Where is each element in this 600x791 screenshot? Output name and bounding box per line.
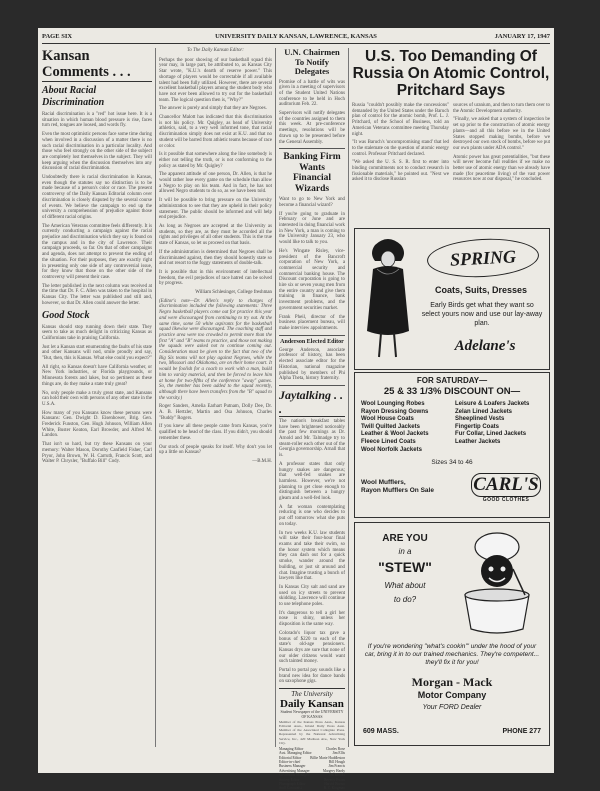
good-stock-continued [159, 404, 272, 456]
ad-spring-title: SPRING [426, 236, 540, 280]
ad-item: Rayon Dressing Gowns [361, 408, 429, 415]
lead-story-left [352, 103, 449, 186]
ad-carls-extra [361, 479, 451, 495]
staff-role: Circulation Manager [279, 773, 309, 778]
editorial-body-discrimination [42, 112, 152, 307]
ad-item: Fur Collar, Lined Jackets [455, 431, 527, 438]
staff-role: Business Manager [279, 764, 306, 769]
editorial-body-good-stock [42, 325, 152, 465]
header-rule [42, 43, 550, 44]
editorial-paragraph: Kansas should stop running down their state. They seem to take as much delight in criticizing Kansas as Californians take in praising California. [42, 324, 152, 341]
ad-carls [354, 372, 550, 518]
ad-stew-line2: in a [398, 547, 412, 556]
column-divider [348, 48, 349, 747]
lead-paragraph: sources of uranium, and then to turn them over to the Atomic Development authority. [453, 103, 550, 114]
staff-row [279, 786, 345, 790]
letter-paragraph: If the administration is determined that Negroes shall be discriminated against, then they should honestly state so and not resort to the foggy statements of double-talk. [159, 249, 272, 267]
staff-name: Beverly Evans [323, 777, 345, 782]
column-editorials [42, 48, 152, 468]
lead-paragraph: "We asked the U. S. S. R. first to enter into binding commitments not to conduct research in fissionable materials," he pointed out. "Next we asked it to disclose Russian [352, 160, 449, 183]
lead-paragraph: Russia "couldn't possibly make the concessions" demanded by the United States under the Baruch plan of control for the atomic bomb, Prof. L. J. Pritchard, of the School of Business, told an American Veterans committee meeting Thursday night. [352, 103, 449, 137]
ad-morgan-address: 609 MASS. [363, 728, 399, 735]
letter-signature: William Schlesinger, College freshman [195, 290, 272, 296]
lead-story-right [453, 103, 550, 186]
staff-name: Jim Ellis [332, 751, 345, 756]
ad-carls-extra-line1: Wool Mufflers, [361, 479, 406, 486]
ad-item: Wool Lounging Robes [361, 401, 425, 407]
ad-carls-head-a: FOR SATURDAY— [416, 376, 488, 385]
ad-stew-body: If you're wondering "what's cookin'" under the hood of your car, bring it in to our trained mechanics. They're competent... they'll fix it for you! [364, 643, 540, 666]
staff-name: Margery Hardy [322, 768, 345, 773]
newspaper-page [38, 28, 554, 791]
column-divider [155, 48, 156, 747]
header-masthead: UNIVERSITY DAILY KANSAN, LAWRENCE, KANSAS [215, 33, 377, 40]
headline-banking-firm: Banking Firm Wants Financial Wizards [283, 152, 341, 194]
ad-item: Sheeplined Vests [455, 416, 505, 423]
jaytalking-paragraph: In two weeks K.U. law students will take their four-hour final exams and take their swim, so the honor system which means they can dash out for a quick smoke, wander around the building, or just sit around and chat. Imagine trusting a bunch of lawyers like that. [279, 530, 345, 582]
letter-paragraph: As long as Negroes are accepted at the University as students, so they are, as they must be accorded all the rights and privileges of all other students. This is the true state of Kansas, so let us proceed on that basis. [159, 223, 272, 247]
story-paragraph: Want to go to New York and become a financial wizard? [279, 197, 345, 208]
editorial-paragraph: How many of you Kansans know these persons were Kansans: Gen. Dwight D. Eisenhower, Brig. Gen. Frederick Funston, Gen. Hugh Johnson, William Allen White, Buster Keaton, Earl Browder, and Alfred M. Landon. [42, 410, 152, 439]
staff-role: Photograph Editor [279, 781, 306, 786]
masthead-info: Member of the Kansas Press Assn., Kansas Editorial Assn., Inland Daily Press Assn. Member of the Associated Collegiate Press. Represented by the National Advertising Service, Inc., 420 Madison Ave., New York City. [279, 720, 345, 745]
ad-item: Twill Quilted Jackets [361, 423, 420, 430]
ad-carls-brand-sub: GOOD CLOTHES [482, 497, 530, 503]
staff-name: Harold Brown [324, 781, 345, 786]
ad-adelanes-brand: Adelane's [454, 338, 516, 354]
editorial-paragraph: If you knew all these people came from Kansas, you're qualified to be head of the class. If you didn't, you should remember these. [159, 424, 272, 441]
masthead-sub: Student Newspaper of the UNIVERSITY OF KANSAS [280, 710, 344, 719]
editorial-paragraph: Our stock of people speaks for itself. Why don't you let up a little on Kansas? [159, 444, 272, 456]
jaytalking-paragraph: A fat woman contemplating reducing is one who decides to put off tomorrow what she puts on today. [279, 504, 345, 527]
editorial-paragraph: Undoubtedly there is racial discrimination in Kansas, even though the statutes say no distinction is to be made because of a person's color or race. The present controversy of the Daily Kansan Editorial column over discrimination is closely disputed by the several course of events. We believe the campaign to end up the university a comprehension of prejudice against those of different racial origins. [42, 175, 152, 220]
staff-name: R. T. Kingman [323, 786, 345, 791]
staff-name: Jim Brooks [328, 773, 345, 778]
editorial-column-title: Kansan Comments . . . [42, 48, 152, 82]
ad-item: Leather & Wool Jackets [361, 431, 429, 438]
header-date: JANUARY 17, 1947 [494, 33, 550, 40]
jaytalking-paragraph: Colorado's liquor tax gave a bonus of $220 to each of the state's old-age pensioners. Kansas drys are sure that none of our older citizens would want such tainted money. [279, 630, 345, 665]
ad-spring-line2: Early Birds get what they want so select yours now and use our lay-away plan. [421, 302, 543, 327]
story-paragraph: He's Wingate Risley, vice-president of the Bancroft corporation of New York, a commercial security and commercial banking house. The Discount corporation is going to hire six or seven young men from the entire country and give them training in finance, bank investment problems, and the government securities market. [279, 248, 346, 311]
staff-box [279, 747, 345, 791]
ad-carls-list-right [455, 401, 545, 447]
ad-spring-line1: Coats, Suits, Dresses [434, 285, 528, 295]
story-anderson-elected [279, 348, 345, 382]
letter-paragraph: It will be possible to bring pressure on the University administration to see that they are upheld in their policy statement. The public should be informed and will help end prejudice. [159, 198, 272, 221]
ad-item: Leather Jackets [455, 438, 501, 445]
editorial-paragraph: The letter published in the next column was received at the time that Dr. F. C. Allen was taken to the hospital in Kansas City. The letter was published and still and, however, so that Dr. Allen could answer the letter. [42, 283, 152, 306]
ad-carls-list-left [361, 401, 453, 454]
masthead-small: The University [291, 690, 333, 699]
staff-role: Society Editor [279, 777, 300, 782]
ad-carls-sizes: Sizes 34 to 46 [431, 459, 473, 466]
letter-paragraph: The apparent attitude of one person, Dr. Allen, is that he would rather lose every game on the schedule than allow a Negro to play on his team. And in fact, he has not allowed Negro students to do so, as we have been told. [159, 172, 272, 195]
ad-stew-line5: to do? [393, 595, 417, 604]
ad-item: Fleece Lined Coats [361, 438, 416, 445]
ad-adelanes [354, 228, 550, 370]
editorial-title-good-stock: Good Stock [42, 309, 90, 321]
letter-paragraph: Chancellor Malott has indicated that this discrimination is not his policy. Mr. Quigley, as head of University athletics, said, to a very well informed tone, that racial discrimination simply does not exist at K.U. and that no student will be barred from athletic teams because of race or color. [159, 115, 272, 149]
ad-item: Leisure & Loafers Jackets [455, 401, 530, 407]
jaytalking-paragraph: A professor states that only hungry snakes are dangerous; that well-fed snakes are harmless. However, we're not planning to get close enough to distinguish between a hungry gleam and a well-fed look. [279, 461, 345, 502]
ad-morgan-brand-b: Motor Company [417, 690, 487, 700]
ad-morgan-mack [354, 522, 550, 746]
ad-item: Wool House Coats [361, 416, 414, 423]
staff-name: Jim Francis [328, 764, 345, 769]
lead-paragraph: "It was Baruch's 'uncompromising stand' that led to the stalemate on the question of atomic energy control. Professor Pritchard declared. [352, 140, 449, 157]
ad-item: Fingertip Coats [455, 423, 500, 430]
ad-item: Zelan Lined Jackets [455, 408, 513, 415]
story-banking-firm [279, 197, 345, 331]
jaytalking-paragraph: The nation's breakfast tables have been brightened noticeably the past few mornings as Dr. Arnold and Mr. Talmadge try to steam-roller each other out of the Georgia governorship. Arnall that is. [279, 418, 345, 459]
staff-role: Asst. Managing Editor [279, 751, 312, 756]
lead-paragraph: Atomic power has great potentialities, "but these will never become full realities if we make no better use of atomic energy than we already have made (for peacetime living) of the vast power resources now at our disposal," he concluded. [453, 154, 550, 183]
staff-role: Advertising Manager [279, 768, 310, 773]
headline-anderson-elected: Anderson Elected Editor [280, 338, 344, 345]
ad-morgan-brand-a: Morgan - Mack [411, 675, 493, 689]
editorial-paragraph: No, only people make a truly great state, and Kansans can hold their own with persons of any other state in the U.S.A. [42, 390, 152, 407]
ad-carls-head-b: 25 & 33 1/3% DISCOUNT ON— [383, 386, 521, 397]
cook-stew-pot-icon [451, 529, 543, 637]
staff-role: Editor-in-chief [279, 759, 301, 764]
column-letters [159, 48, 272, 468]
good-stock-signature: —B.M.H. [252, 459, 272, 464]
editorial-paragraph: Roger Sanders, Amelia Earhart Putnam, Dolly Dee, Dr. A. B. Hertzler, Martin and Osa Johnson, Charles "Buddy" Rogers. [159, 404, 272, 421]
woman-figure-icon [361, 239, 415, 361]
story-un-chairmen [279, 80, 345, 146]
column-lead-and-ads [352, 48, 550, 186]
ad-morgan-phone: PHONE 277 [502, 728, 541, 735]
jaytalking-paragraph: It's dangerous to tell a girl her nose is shiny, unless her disposition is the same way. [279, 610, 345, 628]
letter-paragraph: Is it possible that somewhere along the line somebody is either not telling the truth, or is not conforming to the policy as stated by Mr. Quigley? [159, 152, 272, 169]
staff-name: Charles Rose [325, 746, 345, 751]
jaytalking-body [279, 419, 345, 685]
ad-morgan-brand-c: Your FORD Dealer [422, 704, 482, 711]
editorial-paragraph: All right, so Kansas doesn't have California weather, or New York industries, or Florida playgrounds, or Minnesota forests and lakes, but so pertinent as these things are, do they make a state truly great? [42, 364, 152, 387]
jaytalking-title: Jaytalking . . . [279, 387, 344, 416]
story-paragraph: Promise of a battle of wits was given in a meeting of supervisors of the Student United Nations conference to be held in Hoch auditorium Feb. 22. [279, 79, 345, 108]
masthead-title: Daily Kansan [280, 698, 344, 711]
staff-name: Bill Hough [328, 759, 345, 764]
story-paragraph: Frank Pheil, director of the business placement bureau, will make interview appointments. [279, 314, 345, 331]
jaytalking-paragraph: Portal to portal pay sounds like a brand new idea for dance bands on saxophone gigs. [279, 668, 345, 685]
lead-headline: U.S. Too Demanding Of Russia On Atomic Control, Pritchard Says [352, 48, 550, 99]
editorial-paragraph: The American Veterans committee feels differently. It is currently conducting a campaign against the racial prejudice and discrimination which they say is found on the campus and in the city of Lawrence. Their campaign proceeds, so far. On that of other campaigns and agenda, does not attempt to prevent the ending of the situation. For their purposes, they are exactly right in presenting only one side of any controversial issue, for they know that those on the other side of the controversy will present their case. [42, 223, 152, 280]
ad-carls-brand: CARL'S [471, 473, 541, 497]
letter-body [159, 58, 272, 287]
letter-paragraph: Perhaps the poor showing of our basketball squad this year may, in large part, be attributed to, as Kansas City Star wrote, "K.U.'s dearth of reserve power." This shortage of players would be correctable if all available talent had been fully utilized. However, there are several excellent basketball players among the student body who have not ever been allowed to try out for the basketball team. The logical question then is, "Why?" [159, 57, 272, 103]
letter-paragraph: It is possible that in this environment of intellectual freedom, the evil prejudices of race hatred can be solved by progress. [159, 269, 272, 287]
editorial-paragraph: That isn't so hard, but try these Kansans on your memory: Walter Mason, Dorothy Canfield Fisher, Carl Pryor, John Brown, W. H. Carruth, Francis Scott, and Walter P. Chrysler, "Buffalo Bill" Cody. [42, 442, 152, 465]
story-paragraph: George Anderson, associate professor of history, has been elected associate editor for the Historian, national magazine published by members of Phi Alpha Theta, history fraternity. [279, 347, 345, 382]
letter-heading: To The Daily Kansan Editor: [187, 48, 244, 53]
column-divider [275, 48, 276, 747]
editor-note: (Editor's note—Dr. Allen's reply to charges of discrimination included the following statements: Three Negro basketball players come out for practice this year and were discouraged from continuing to try out. At the same time, some 50 white aspirants for the basketball squad likewise were discouraged. The coaching staff and practice area were too crowded to permit more than the first "A" and "B" teams to practice, and those not making the squads were asked not to continue coming out. Consideration must be given to the fact that two of the Big Six teams will not play against Negroes, while the two, Missouri and Oklahoma, are on their home court. It would be foolish for a coach to work with a man, build him to varsity material, and then be forced to leave him at home for two-fifths of the conference "away" games. So, the member has been added to the squad recently, although there have been transfers from the "B" squad to the varsity.) [159, 298, 272, 401]
editorial-title-discrimination: About Racial Discrimination [42, 85, 105, 108]
staff-role: Managing Editor [279, 746, 304, 751]
ad-carls-extra-line2: Rayon Mufflers On Sale [361, 487, 434, 494]
editorial-paragraph: Just let a Kansan start enumerating the faults of his state and other Kansans will nod, smile proudly and say, "But, then, this is Kansas. What else could you expect?" [42, 344, 153, 362]
ad-stew-line1: ARE YOU [382, 533, 428, 544]
letter-paragraph: The answer is purely and simply that they are Negroes. [159, 106, 267, 112]
staff-role: Staff Cartoonist [279, 786, 302, 791]
staff-role: Editorial Editor [279, 755, 302, 760]
ad-stew-line3: "STEW" [378, 559, 432, 575]
editorial-paragraph: Racial discrimination is a "red" hot issue here. It is a situation in which human blood pressure is rise, faces turn red, tongues are loosed, and words fly. [42, 112, 152, 129]
ad-stew-line4: What about [384, 581, 426, 590]
ad-carls-logo [471, 473, 541, 507]
staff-name: Billie Marie Huddleston [310, 755, 345, 760]
headline-un-chairmen: U.N. Chairmen To Notify Delegates [284, 47, 340, 76]
page-label: PAGE SIX [42, 33, 73, 40]
story-paragraph: If you're going to graduate in February or June and are interested in doing financial work in New York, a man is coming to the University January 23, who would like to talk to you. [279, 211, 346, 246]
ad-item: Wool Norfolk Jackets [361, 446, 422, 453]
page-header [42, 31, 550, 43]
jaytalking-paragraph: In Kansas City salt and sand are used on icy streets to prevent skidding. Lawrence will continue to use telephone poles. [279, 584, 345, 608]
lead-paragraph: "Finally, we asked that a system of inspection be set up prior to the construction of atomic energy plants—and all this before we in the United States stopped making bombs, before we destroyed our own stock of bombs, before we put our own plants under ADA control." [453, 117, 550, 151]
column-news [279, 48, 345, 791]
editorial-paragraph: Even the most optimistic persons face some time during when involved in a discussion of a matter there is no such racial discrimination in a particular locality. And those who feel strongly on the other side of the subject are completely lost themselves in the subject. They will keep arguing when the discussion themselves into any discussion of racial discrimination. [42, 132, 152, 172]
story-paragraph: Supervisors will notify delegates of the countries assigned to them this week. At pre-conference meetings, resolutions will be drawn up to be presented before the General Assembly. [279, 111, 345, 145]
